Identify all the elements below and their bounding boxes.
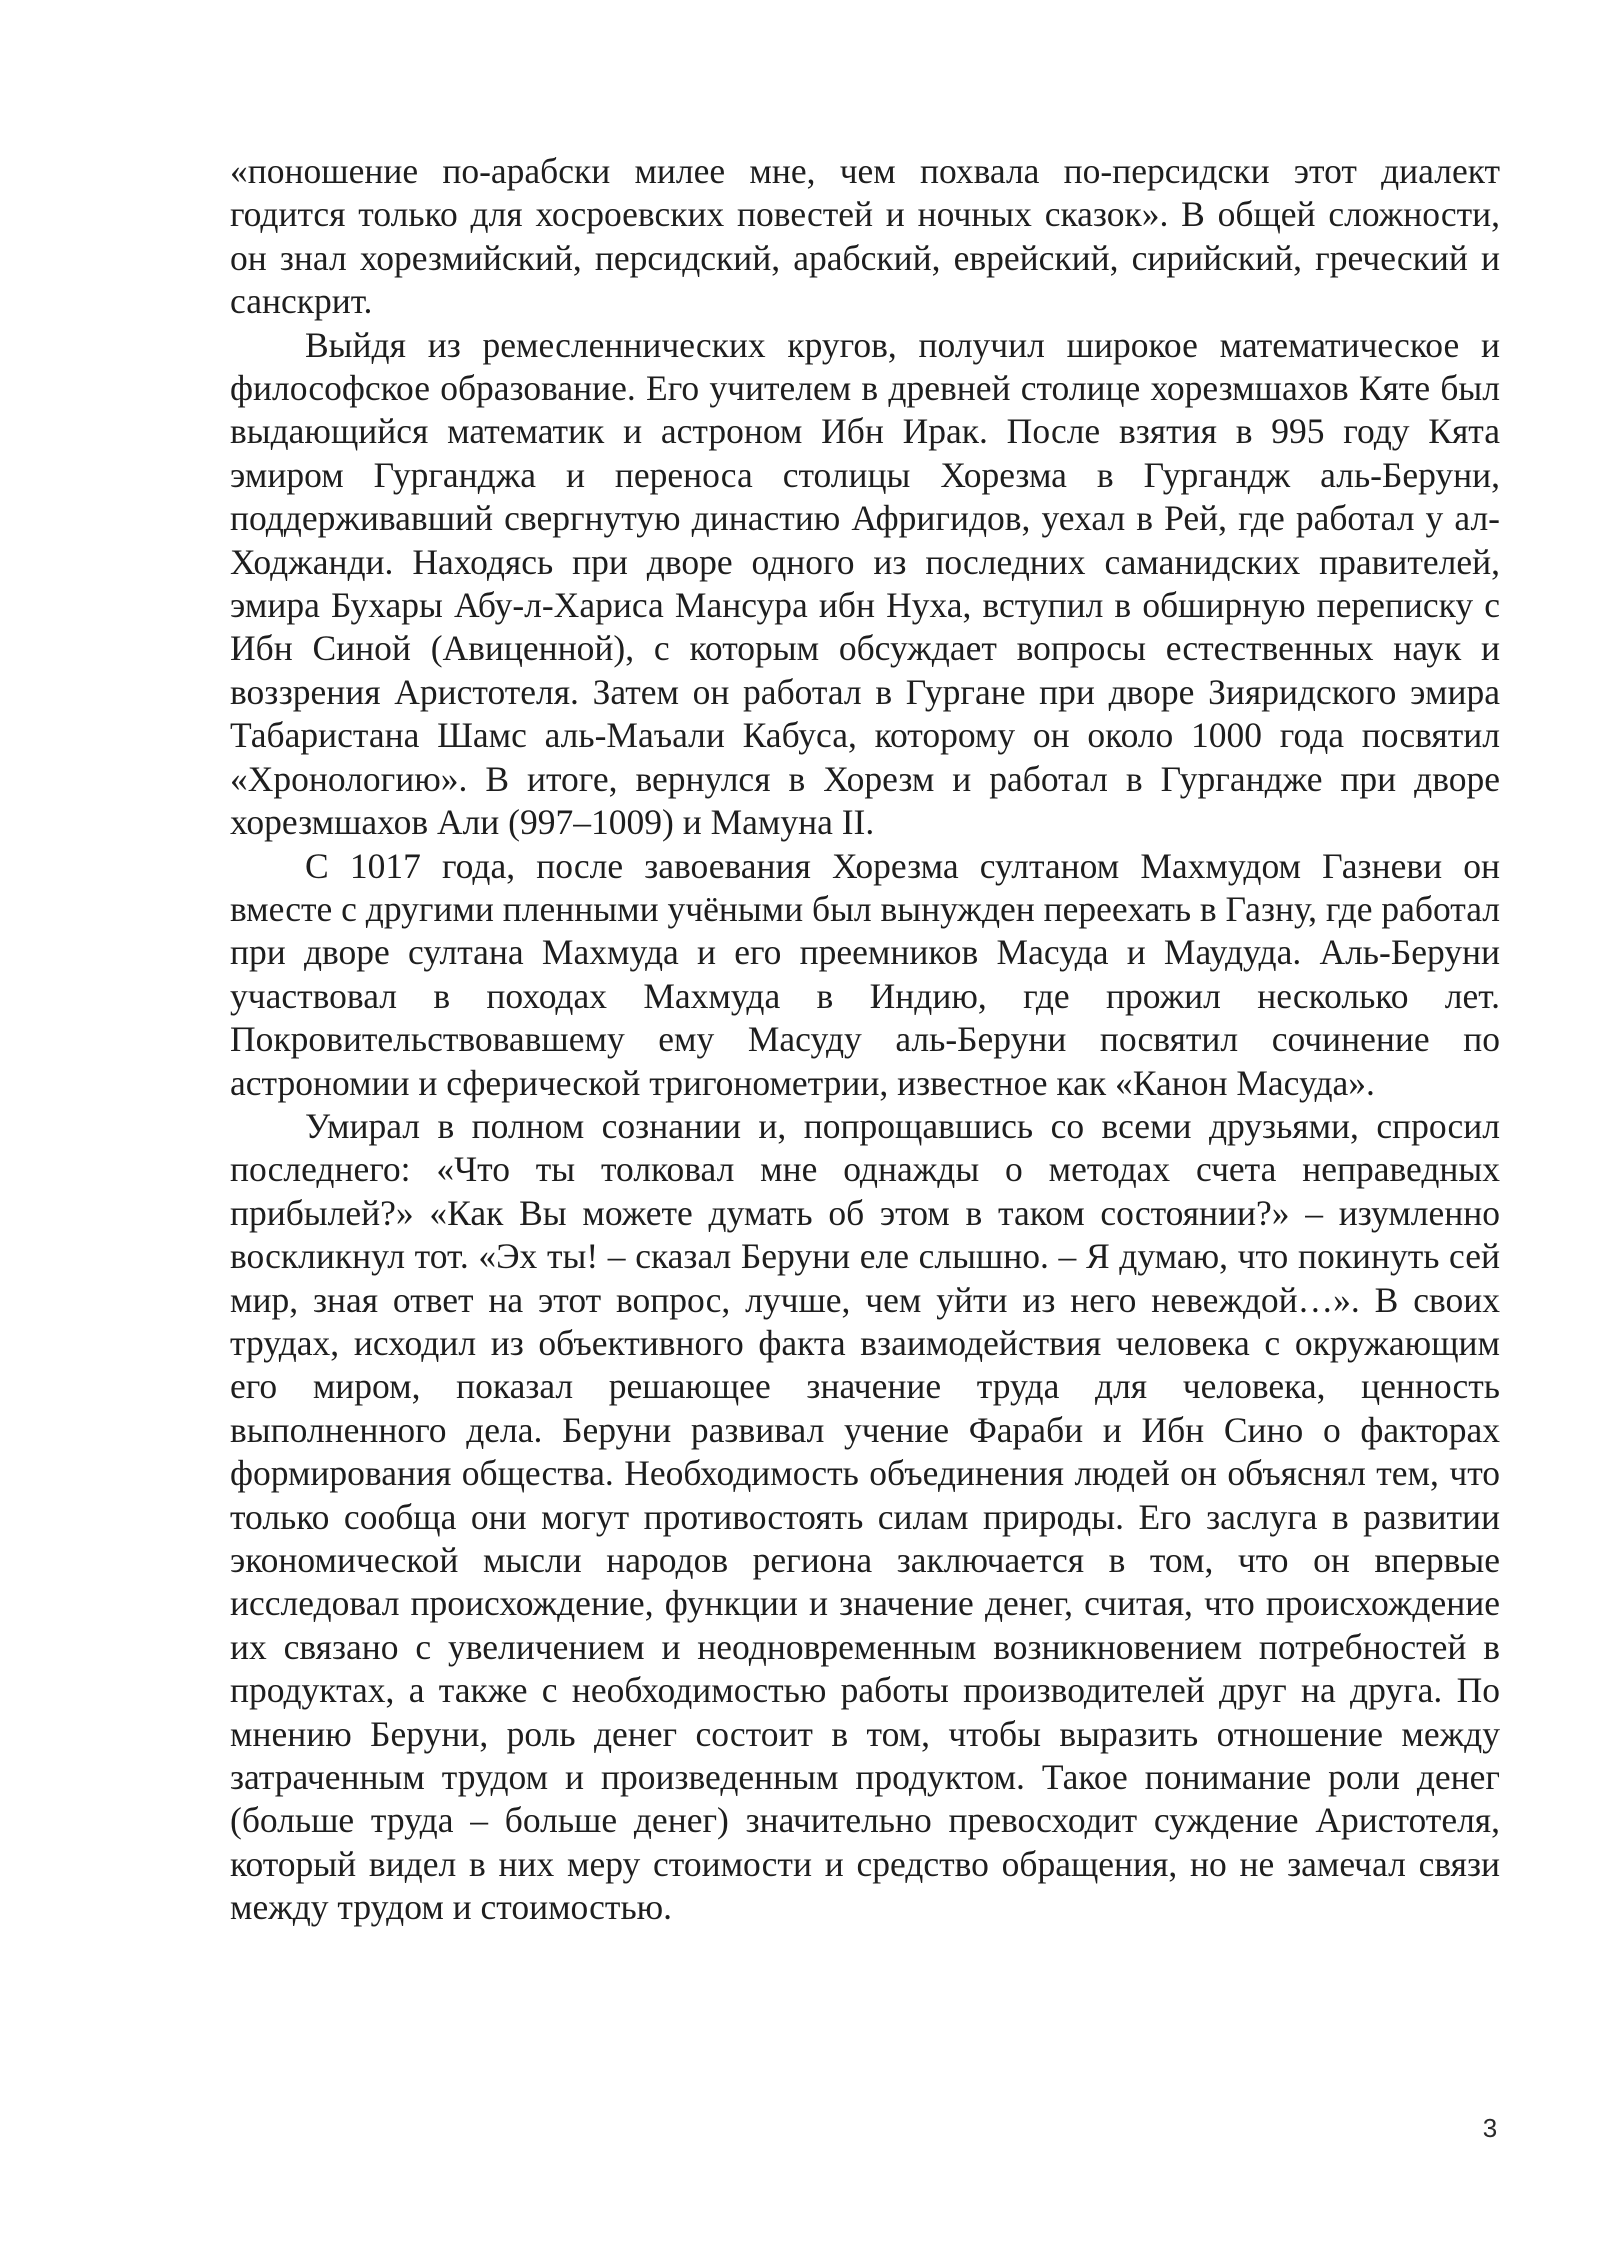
paragraph-legacy: Умирал в полном сознании и, попрощавшись со всеми друзьями, спросил последнего: «Что ты толковал мне однажды о методах счета неправедных прибылей?» «Как Вы можете думать об этом в таком состоянии?» – изумленно воскликнул тот. «Эх ты! – сказал Беруни еле слышно. – Я думаю, что покинуть сей мир, зная ответ на этот вопрос, лучше, чем уйти из него невеждой…». В своих трудах, исходил из объективного факта взаимодействия человека с окружающим его миром, показал решающее значение труда для человека, ценность выполненного дела. Беруни развивал учение Фараби и Ибн Сино о факторах формирования общества. Необходимость объединения людей он объяснял тем, что только сообща они могут противостоять силам природы. Его заслуга в развитии экономической мысли народов региона заключается в том, что он впервые исследовал происхождение, функции и значение денег, считая, что происхождение их связано с увеличением и неодновременным возникновением потребностей в продуктах, а также с необходимостью работы производителей друг на друга. По мнению Беруни, роль денег состоит в том, чтобы выразить отношение между затраченным трудом и произведенным продуктом. Такое понимание роли денег (больше труда – больше денег) значительно превосходит суждение Аристотеля, который видел в них меру стоимости и средство обращения, но не замечал связи между трудом и стоимостью. (230, 1105, 1500, 1928)
body-text (230, 150, 1500, 1930)
page-number: 3 (1482, 2113, 1498, 2143)
paragraph-education: Выйдя из ремесленнических кругов, получил широкое математическое и философское образование. Его учителем в древней столице хорезмшахов Кяте был выдающийся математик и астроном Ибн Ирак. После взятия в 995 году Кята эмиром Гурганджа и переноса столицы Хорезма в Гургандж аль-Беруни, поддерживавший свергнутую династию Афригидов, уехал в Рей, где работал у ал-Ходжанди. Находясь при дворе одного из последних саманидских правителей, эмира Бухары Абу-л-Хариса Мансура ибн Нуха, вступил в обширную переписку с Ибн Синой (Авиценной), с которым обсуждает вопросы естественных наук и воззрения Аристотеля. Затем он работал в Гургане при дворе Зияридского эмира Табаристана Шамс аль-Маъали Кабуса, которому он около 1000 года посвятил «Хронологию». В итоге, вернулся в Хорезм и работал в Гургандже при дворе хорезмшахов Али (997–1009) и Мамуна II. (230, 324, 1500, 843)
paragraph-continuation: «поношение по-арабски милее мне, чем похвала по-персидски этот диалект годится только для хосроевских повестей и ночных сказок». В общей сложности, он знал хорезмийский, персидский, арабский, еврейский, сирийский, греческий и санскрит. (230, 151, 1500, 322)
paragraph-ghazni: С 1017 года, после завоевания Хорезма султаном Махмудом Газневи он вместе с другими пленными учёными был вынужден переехать в Газну, где работал при дворе султана Махмуда и его преемников Масуда и Маудуда. Аль-Беруни участвовал в походах Махмуда в Индию, где прожил несколько лет. Покровительствовавшему ему Масуду аль-Беруни посвятил сочинение по астрономии и сферической тригонометрии, известное как «Канон Масуда». (230, 845, 1500, 1103)
